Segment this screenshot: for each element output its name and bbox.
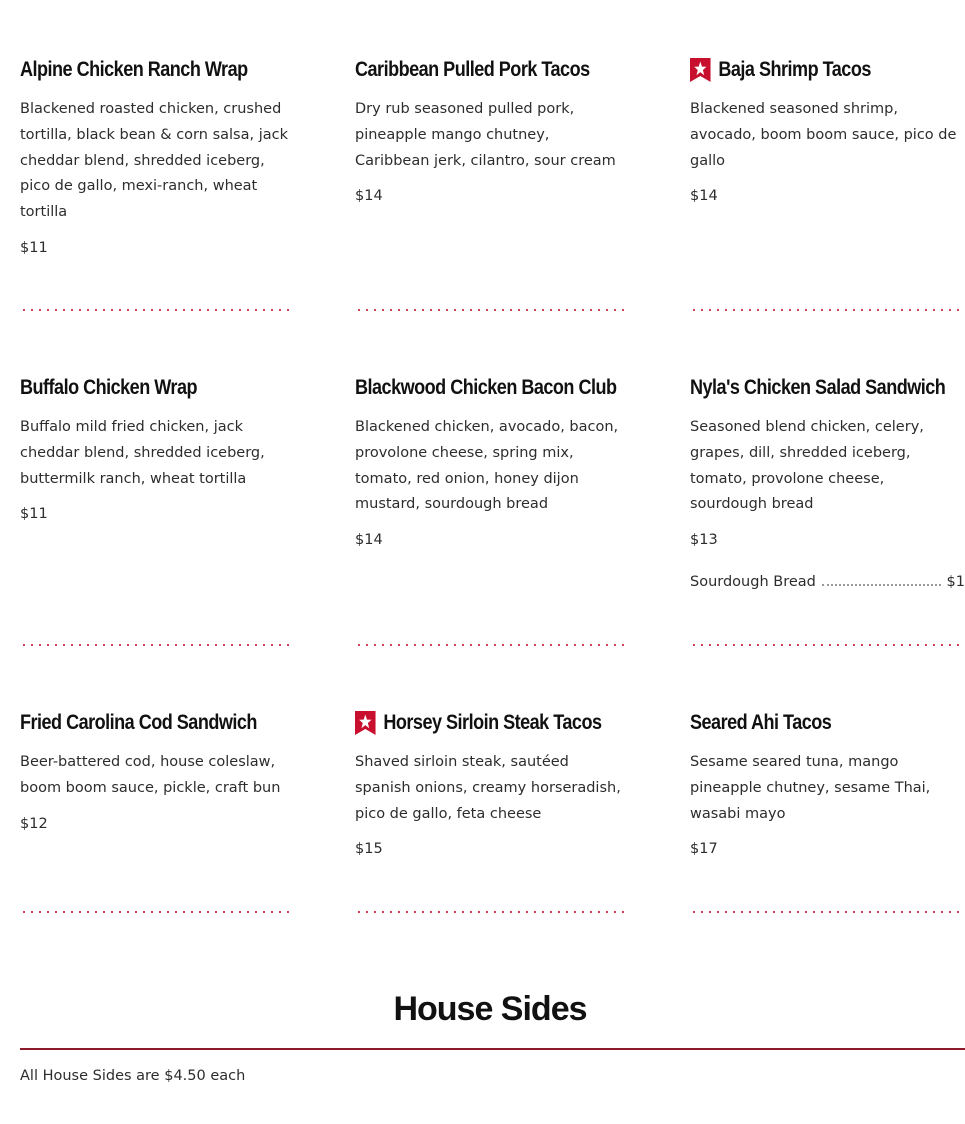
addon-price: $1 [946,574,965,591]
item-description: Buffalo mild fried chicken, jack cheddar blend, shredded iceberg, buttermilk ranch, wheat tortilla [20,419,265,487]
addon-option[interactable] [690,574,965,590]
menu-row-3 [0,708,965,998]
item-description: Shaved sirloin steak, sautéed spanish onions, creamy horseradish, pico de gallo, feta cheese [355,754,621,822]
dotted-divider [690,911,960,913]
dotted-divider [20,644,290,646]
item-title: Alpine Chicken Ranch Wrap [20,58,248,81]
dotted-divider [690,309,960,311]
item-price: $17 [690,841,718,858]
item-price: $14 [690,188,718,205]
dotted-divider [355,911,625,913]
dotted-divider [355,309,625,311]
star-badge-icon [690,58,711,82]
item-description: Blackened chicken, avocado, bacon, provolone cheese, spring mix, tomato, red onion, honey dijon mustard, sourdough bread [355,419,619,513]
section-rule [20,1048,965,1050]
dotted-divider [20,309,290,311]
item-description: Sesame seared tuna, mango pineapple chutney, sesame Thai, wasabi mayo [690,754,931,822]
item-title: Horsey Sirloin Steak Tacos [355,708,587,738]
item-price: $15 [355,841,383,858]
menu-item-horsey-sirloin-steak-tacos[interactable] [355,708,625,998]
star-badge-icon [355,711,376,735]
item-description: Dry rub seasoned pulled pork, pineapple mango chutney, Caribbean jerk, cilantro, sour cream [355,101,616,169]
dotted-divider [690,644,960,646]
item-title: Buffalo Chicken Wrap [20,376,197,399]
item-price: $12 [20,815,48,832]
item-title: Nyla's Chicken Salad Sandwich [690,376,946,399]
item-description: Blackened roasted chicken, crushed tortilla, black bean & corn salsa, jack cheddar blend, shredded iceberg, pico de gallo, mexi-ranch, wheat tortilla [20,101,288,221]
item-title: Baja Shrimp Tacos [690,55,922,85]
menu-item-caribbean-pulled-pork-tacos[interactable] [355,55,625,345]
menu-item-buffalo-chicken-wrap[interactable] [20,373,290,663]
item-price: $11 [20,506,48,523]
menu-item-baja-shrimp-tacos[interactable] [690,55,960,345]
item-price: $14 [355,532,383,549]
item-description: Beer-battered cod, house coleslaw, boom boom sauce, pickle, craft bun [20,754,281,796]
menu-row-1 [0,55,965,345]
section-note: All House Sides are $4.50 each [20,1068,246,1084]
addon-label: Sourdough Bread [690,574,816,591]
menu-item-alpine-chicken-ranch-wrap[interactable] [20,55,290,345]
item-title: Blackwood Chicken Bacon Club [355,376,617,399]
item-price: $11 [20,239,48,256]
dotted-divider [355,644,625,646]
item-price: $14 [355,188,383,205]
item-title: Fried Carolina Cod Sandwich [20,711,257,734]
menu-row-2 [0,373,965,663]
menu-item-fried-carolina-cod-sandwich[interactable] [20,708,290,998]
menu-item-nylas-chicken-salad-sandwich[interactable] [690,373,965,663]
item-description: Blackened seasoned shrimp, avocado, boom boom sauce, pico de gallo [690,101,957,169]
menu-item-seared-ahi-tacos[interactable] [690,708,960,998]
menu-item-blackwood-chicken-bacon-club[interactable] [355,373,625,663]
item-title: Caribbean Pulled Pork Tacos [355,58,590,81]
item-description: Seasoned blend chicken, celery, grapes, dill, shredded iceberg, tomato, provolone cheese, sourdough bread [690,419,924,513]
section-title-house-sides: House Sides [393,990,587,1028]
addon-leader [822,574,941,586]
dotted-divider [20,911,290,913]
item-title: Seared Ahi Tacos [690,711,832,734]
item-price: $13 [690,532,718,549]
